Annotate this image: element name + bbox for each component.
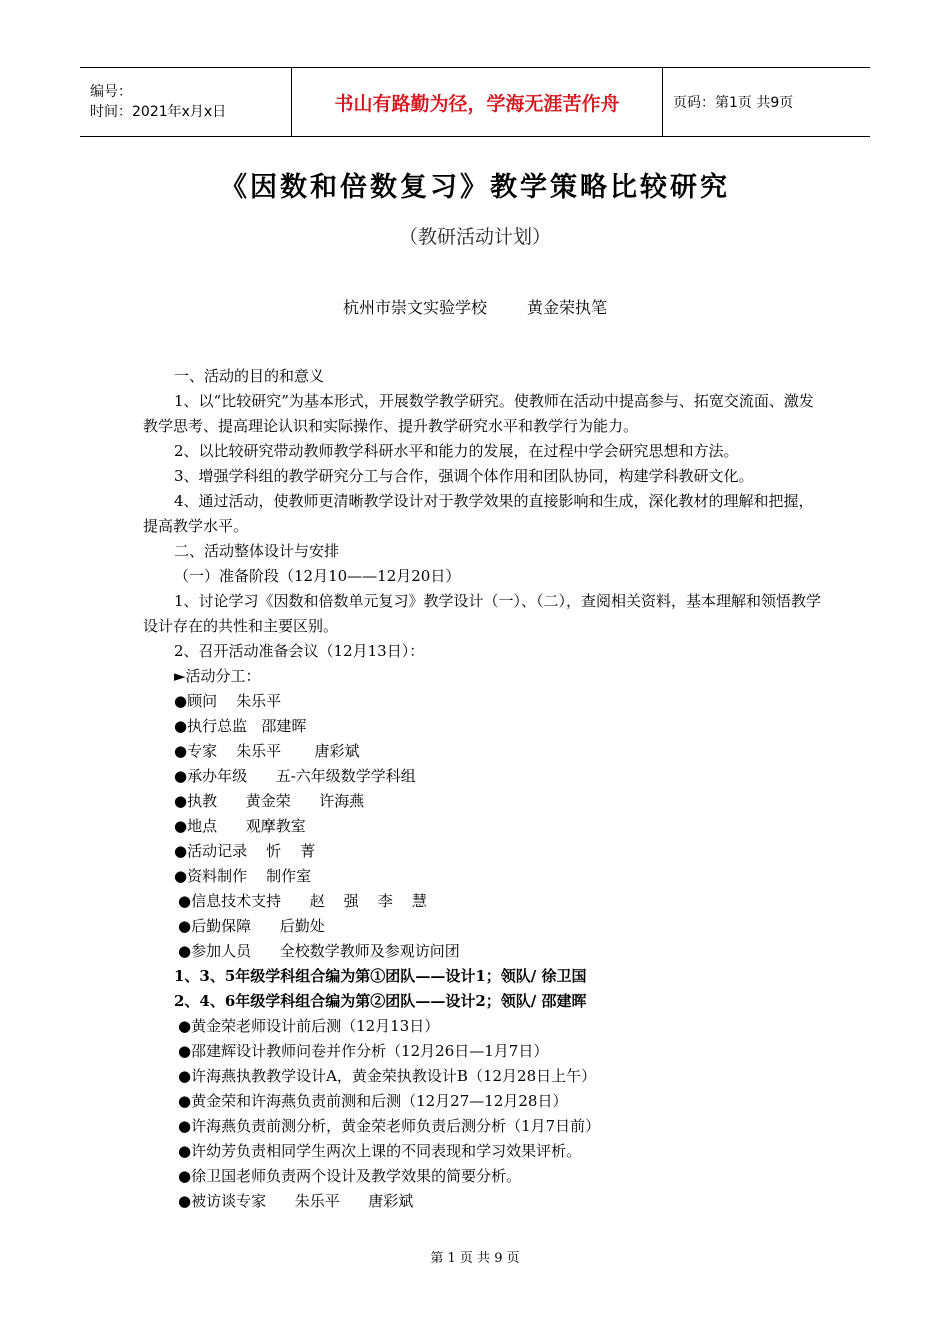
paragraph-1: 1、以“比较研究”为基本形式，开展数学教学研究。使教师在活动中提高参与、拓宽交流面、激发教学思考、提高理论认识和实际操作、提升教学研究水平和教学行为能力。 [143, 392, 814, 435]
task-item: ●黄金荣和许海燕负责前测和后测（12月27—12月28日） [178, 1092, 568, 1110]
author-school: 杭州市崇文实验学校 [342, 298, 487, 317]
section-heading-2: 二、活动整体设计与安排 [174, 542, 340, 560]
task-item: ●许海燕负责前测分析，黄金荣老师负责后测分析（1月7日前） [178, 1117, 601, 1135]
header-motto [292, 68, 663, 136]
role-item: ●专家 朱乐平 唐彩斌 [174, 742, 360, 760]
author-line [0, 295, 950, 318]
role-item: ●参加人员 全校数学教师及参观访问团 [178, 942, 460, 960]
paragraph-5: 1、讨论学习《因数和倍数单元复习》教学设计（一）、（二），查阅相关资料，基本理解和领悟教学设计存在的共性和主要区别。 [143, 592, 822, 635]
task-item: ●被访谈专家 朱乐平 唐彩斌 [178, 1192, 414, 1210]
page-info-text: 页码：第1页 共9页 [673, 95, 794, 111]
task-item: ●邵建辉设计教师问卷并作分析（12月26日—1月7日） [178, 1042, 549, 1060]
author-writer: 黄金荣执笔 [527, 298, 608, 317]
role-item: ●顾问 朱乐平 [174, 692, 282, 710]
paragraph-4: 4、通过活动，使教师更清晰教学设计对于教学效果的直接影响和生成，深化教材的理解和把握，提高教学水平。 [143, 492, 814, 535]
number-label: 编号： [90, 84, 132, 100]
task-item: ●许海燕执教教学设计A，黄金荣执教设计B（12月28日上午） [178, 1067, 597, 1085]
role-item: ●后勤保障 后勤处 [178, 917, 325, 935]
motto-text: 书山有路勤为径，学海无涯苦作舟 [334, 92, 620, 115]
document-title: 《因数和倍数复习》教学策略比较研究 [220, 172, 730, 203]
paragraph-6: 2、召开活动准备会议（12月13日）： [174, 642, 425, 660]
paragraph-2: 2、以比较研究带动教师教学科研水平和能力的发展，在过程中学会研究思想和方法。 [174, 442, 739, 460]
role-item: ●执教 黄金荣 许海燕 [174, 792, 365, 810]
team-line-1: 1、3、5年级学科组合编为第①团队——设计1；领队/ 徐卫国 [174, 967, 587, 985]
role-item: ●活动记录 忻 菁 [174, 842, 316, 860]
document-subtitle: （教研活动计划） [398, 226, 551, 248]
paragraph-3: 3、增强学科组的教学研究分工与合作，强调个体作用和团队协同，构建学科教研文化。 [174, 467, 754, 485]
page-footer: 第 1 页 共 9 页 [430, 1251, 520, 1266]
team-line-2: 2、4、6年级学科组合编为第②团队——设计2；领队/ 邵建晖 [174, 992, 587, 1010]
section-heading-1: 一、活动的目的和意义 [174, 367, 325, 385]
header-table [80, 67, 870, 137]
task-item: ●徐卫国老师负责两个设计及教学效果的简要分析。 [178, 1167, 522, 1185]
stage-heading-1: （一）准备阶段（12月10——12月20日） [174, 567, 461, 585]
role-item: ●信息技术支持 赵 强 李 慧 [178, 892, 427, 910]
role-item: ●地点 观摩教室 [174, 817, 306, 835]
task-item: ●许幼芳负责相同学生两次上课的不同表现和学习效果评析。 [178, 1142, 582, 1160]
task-item: ●黄金荣老师设计前后测（12月13日） [178, 1017, 440, 1035]
role-item: ●执行总监 邵建晖 [174, 717, 307, 735]
role-item: ●资料制作 制作室 [174, 867, 312, 885]
time-label: 时间：2021年x月x日 [90, 104, 227, 120]
header-meta [80, 68, 292, 136]
role-item: ●承办年级 五-六年级数学学科组 [174, 767, 416, 785]
division-label: ►活动分工： [174, 667, 261, 685]
document-body [143, 364, 823, 1214]
header-page-info [663, 68, 870, 136]
